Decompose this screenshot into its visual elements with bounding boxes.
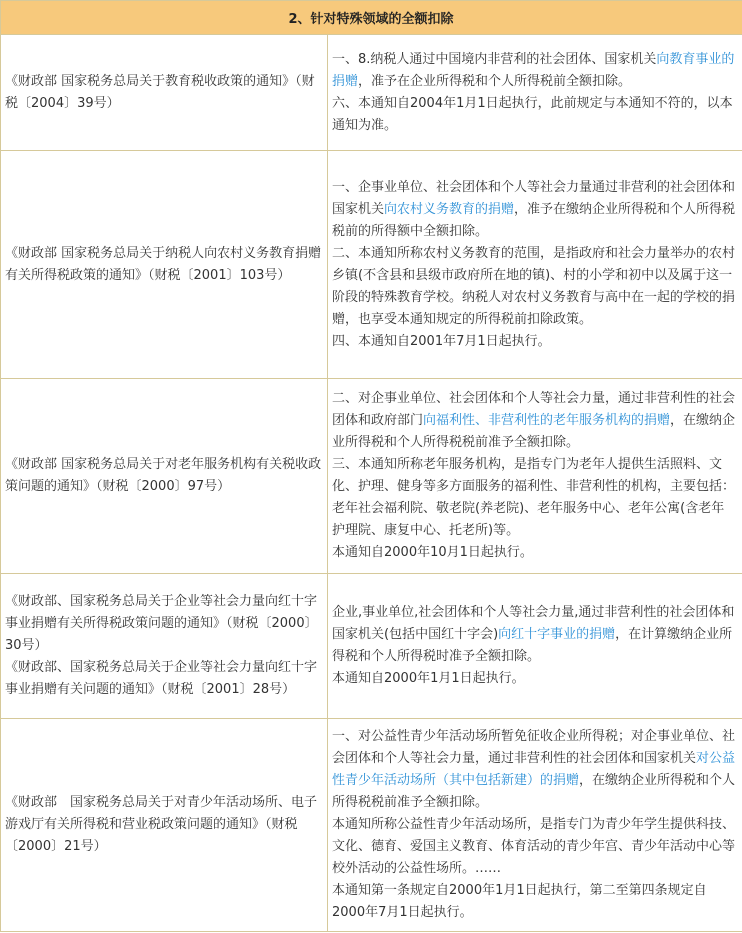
policy-paragraph xyxy=(332,726,737,814)
highlighted-donation-link[interactable]: 向红十字事业的捐赠 xyxy=(498,627,616,642)
paragraph-text-tail: ，准予在企业所得税和个人所得税前全额扣除。 xyxy=(358,73,632,89)
document-title: 《财政部 国家税务总局关于纳税人向农村义务教育捐赠有关所得税政策的通知》（财税〔2001〕103号） xyxy=(5,245,322,283)
table-row xyxy=(1,379,742,574)
policy-paragraph xyxy=(332,542,737,564)
policy-paragraph xyxy=(332,243,737,331)
paragraph-text: 企业,事业单位,社会团体和个人等社会力量,通过非营利性的社会团体和国家机关(包括中国红十字会) xyxy=(332,605,735,642)
document-title: 《财政部 国家税务总局关于对老年服务机构有关税收政策问题的通知》（财税〔2000〕97号） xyxy=(5,457,322,494)
document-name-cell xyxy=(1,379,328,574)
policy-content-cell xyxy=(328,151,742,379)
table-title: 2、针对特殊领域的全额扣除 xyxy=(1,1,742,35)
document-title: 《财政部 国家税务总局关于对青少年活动场所、电子游戏厅有关所得税和营业税政策问题的通知》（财税〔2000〕21号） xyxy=(5,795,318,854)
paragraph-text: 本通知自2000年1月1日起执行。 xyxy=(332,671,525,686)
highlighted-donation-link[interactable]: 对公益性青少年活动场所（其中包括新建）的捐赠 xyxy=(332,751,736,788)
paragraph-text: 一、对公益性青少年活动场所暂免征收企业所得税；对企事业单位、社会团体和个人等社会力量，通过非营利性的社会团体和国家机关 xyxy=(332,729,736,766)
paragraph-text: 二、对企事业单位、社会团体和个人等社会力量，通过非营利性的社会团体和政府部门 xyxy=(332,391,736,428)
paragraph-text: 六、本通知自2004年1月1日起执行，此前规定与本通知不符的，以本通知为准。 xyxy=(332,95,733,133)
highlighted-donation-link[interactable]: 向福利性、非营利性的老年服务机构的捐赠 xyxy=(423,413,671,428)
paragraph-text-tail: ，准予在缴纳企业所得税和个人所得税税前的所得额中全额扣除。 xyxy=(332,201,736,239)
document-title: 《财政部、国家税务总局关于企业等社会力量向红十字事业捐赠有关所得税政策问题的通知》（财税〔2000〕30号） xyxy=(5,594,318,653)
table-row xyxy=(1,151,742,379)
header-row xyxy=(1,1,742,35)
table-row xyxy=(1,35,742,151)
policy-content-cell xyxy=(328,35,742,151)
document-name-cell xyxy=(1,574,328,719)
document-title: 《财政部 国家税务总局关于教育税收政策的通知》（财税〔2004〕39号） xyxy=(5,73,315,111)
policy-paragraph xyxy=(332,177,737,243)
paragraph-text-tail: ，在计算缴纳企业所得税和个人所得税时准予全额扣除。 xyxy=(332,627,733,664)
paragraph-text-tail: ，在缴纳企业所得税和个人所得税税前准予全额扣除。 xyxy=(332,413,736,450)
paragraph-text: 本通知第一条规定自2000年1月1日起执行，第二至第四条规定自2000年7月1日起执行。 xyxy=(332,883,707,920)
paragraph-text: 本通知自2000年10月1日起执行。 xyxy=(332,545,533,560)
document-name-cell xyxy=(1,35,328,151)
policy-content-cell xyxy=(328,574,742,719)
policy-paragraph xyxy=(332,880,737,924)
policy-paragraph xyxy=(332,388,737,454)
paragraph-text: 二、本通知所称农村义务教育的范围，是指政府和社会力量举办的农村乡镇(不含县和县级市政府所在地的镇)、村的小学和初中以及属于这一阶段的特殊教育学校。纳税人对农村义务教育与高中在一起的学校的捐赠，也享受本通知规定的所得税前扣除政策。 xyxy=(332,245,736,327)
document-title: 《财政部、国家税务总局关于企业等社会力量向红十字事业捐赠有关问题的通知》（财税〔2001〕28号） xyxy=(5,660,318,697)
paragraph-text-tail: ，在缴纳企业所得税和个人所得税税前准予全额扣除。 xyxy=(332,773,736,810)
paragraph-text: 一、8.纳税人通过中国境内非营利的社会团体、国家机关 xyxy=(332,51,657,67)
policy-content-cell xyxy=(328,719,742,932)
policy-paragraph xyxy=(332,49,737,93)
policy-paragraph xyxy=(332,331,737,353)
table-row xyxy=(1,574,742,719)
highlighted-donation-link[interactable]: 向农村义务教育的捐赠 xyxy=(384,201,515,217)
policy-content-cell xyxy=(328,379,742,574)
policy-paragraph xyxy=(332,93,737,137)
document-name-cell xyxy=(1,151,328,379)
highlighted-donation-link[interactable]: 向教育事业的捐赠 xyxy=(332,51,735,89)
paragraph-text: 四、本通知自2001年7月1日起执行。 xyxy=(332,333,551,349)
policy-paragraph xyxy=(332,602,737,668)
policy-paragraph xyxy=(332,668,737,690)
policy-paragraph xyxy=(332,454,737,542)
paragraph-text: 一、企事业单位、社会团体和个人等社会力量通过非营利的社会团体和国家机关 xyxy=(332,179,736,217)
paragraph-text: 本通知所称公益性青少年活动场所，是指专门为青少年学生提供科技、文化、德育、爱国主义教育、体育活动的青少年宫、青少年活动中心等校外活动的公益性场所。…… xyxy=(332,817,736,876)
policy-paragraph xyxy=(332,814,737,880)
paragraph-text: 三、本通知所称老年服务机构，是指专门为老年人提供生活照料、文化、护理、健身等多方面服务的福利性、非营利性的机构，主要包括：老年社会福利院、敬老院(养老院)、老年服务中心、老年公寓(含老年护理院、康复中心、托老所)等。 xyxy=(332,457,736,538)
table-row xyxy=(1,719,742,932)
document-name-cell xyxy=(1,719,328,932)
